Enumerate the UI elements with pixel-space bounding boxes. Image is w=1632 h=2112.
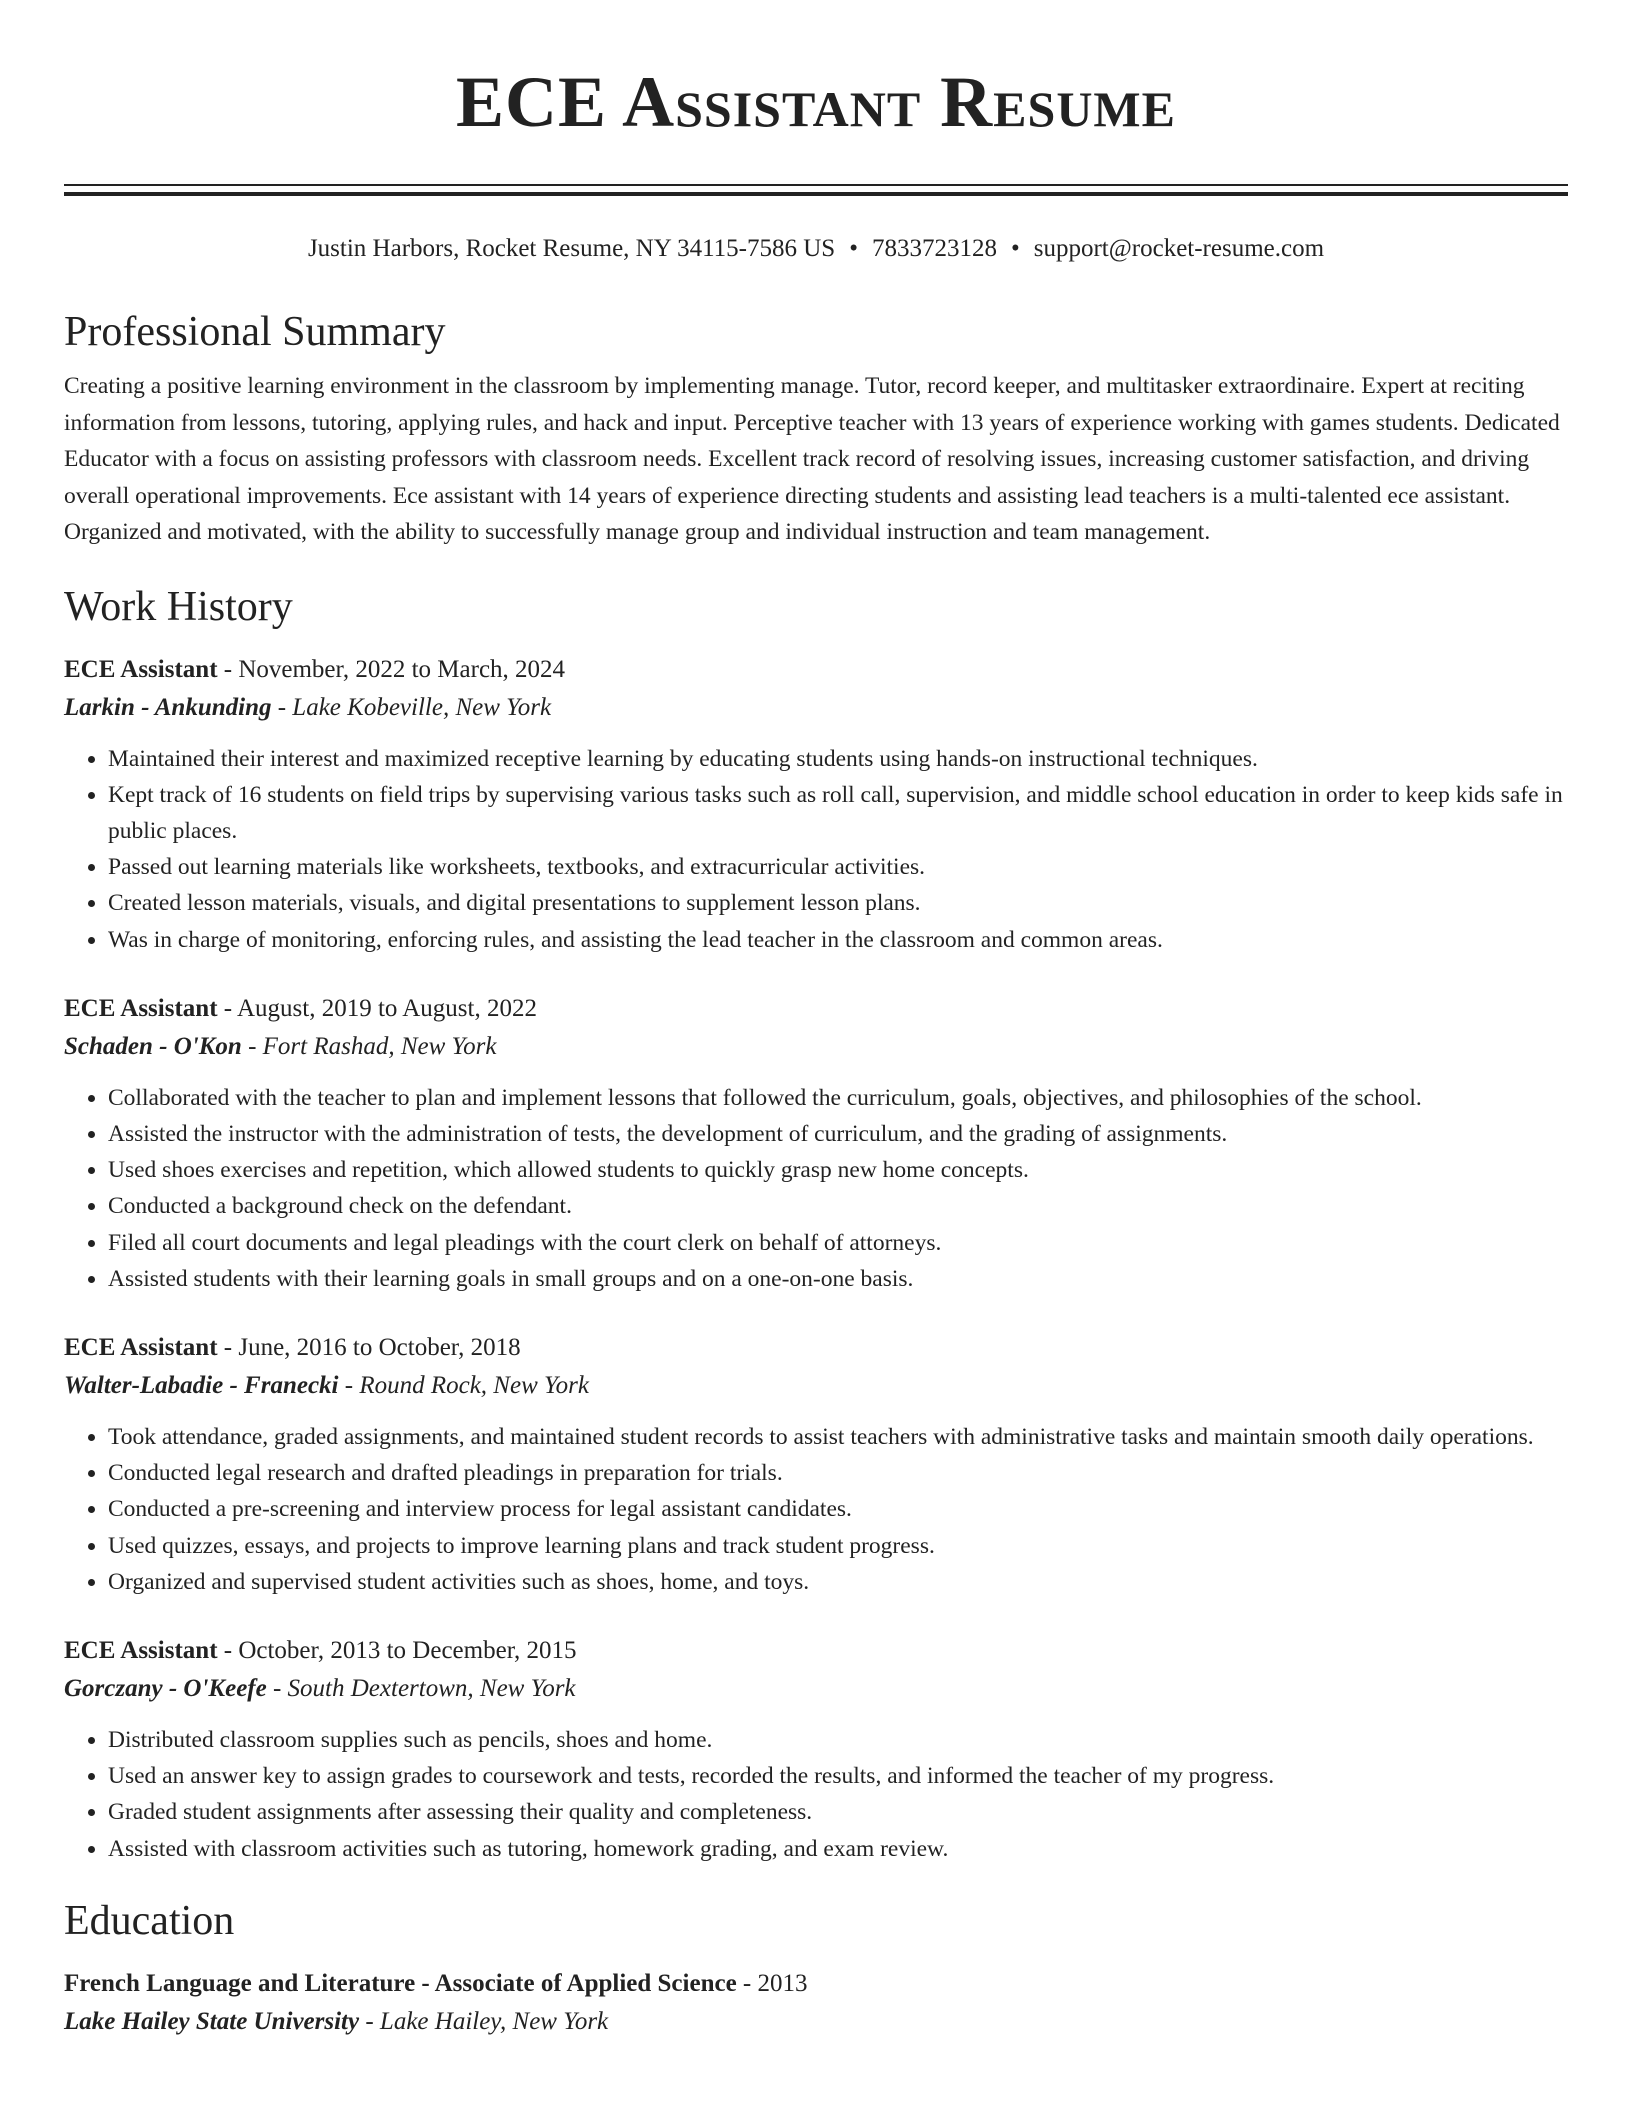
job-title: ECE Assistant — [64, 655, 218, 683]
contact-address: Justin Harbors, Rocket Resume, NY 34115-7586 US — [307, 235, 836, 262]
job-entry — [64, 1632, 1568, 1867]
job-bullet: • Organized and supervised student activities such as shoes, home, and toys. — [108, 1564, 1568, 1600]
job-bullet: • Used quizzes, essays, and projects to improve learning plans and track student progress. — [108, 1528, 1568, 1564]
contact-phone: 7833723128 — [871, 235, 997, 262]
job-company-line — [64, 1670, 1568, 1708]
job-company: Schaden - O'Kon — [64, 1032, 242, 1060]
education-degree: French Language and Literature - Associate of Applied Science — [64, 1969, 737, 1997]
job-entry — [64, 651, 1568, 958]
job-header — [64, 990, 1568, 1028]
contact-separator: • — [1010, 235, 1020, 262]
job-title: ECE Assistant — [64, 994, 218, 1022]
job-company-line — [64, 1367, 1568, 1405]
job-bullets — [64, 1722, 1568, 1867]
job-bullet: • Passed out learning materials like worksheets, textbooks, and extracurricular activities. — [108, 849, 1568, 885]
job-header — [64, 651, 1568, 689]
job-bullet: • Distributed classroom supplies such as pencils, shoes and home. — [108, 1722, 1568, 1758]
job-bullet: • Maintained their interest and maximized receptive learning by educating students using hands-on instructional techniques. — [108, 741, 1568, 777]
job-bullets — [64, 1080, 1568, 1297]
job-header — [64, 1329, 1568, 1367]
job-bullet: • Conducted a background check on the defendant. — [108, 1188, 1568, 1224]
job-bullet: • Was in charge of monitoring, enforcing rules, and assisting the lead teacher in the classroom and common areas. — [108, 922, 1568, 958]
education-location: - Lake Hailey, New York — [359, 2007, 609, 2035]
work-history-section — [64, 579, 1568, 1867]
education-heading: Education — [64, 1897, 235, 1944]
job-bullet: • Kept track of 16 students on field trips by supervising various tasks such as roll call, supervision, and middle school education in order to keep kids safe in public places. — [108, 777, 1568, 849]
job-dates: - November, 2022 to March, 2024 — [217, 655, 566, 683]
job-company: Walter-Labadie - Franecki — [64, 1371, 339, 1399]
title-divider-thick — [64, 192, 1568, 196]
job-bullet: • Conducted a pre-screening and interview process for legal assistant candidates. — [108, 1491, 1568, 1527]
job-location: - Lake Kobeville, New York — [271, 693, 552, 721]
job-dates: - June, 2016 to October, 2018 — [217, 1333, 521, 1361]
contact-line — [64, 232, 1568, 266]
job-bullet: • Took attendance, graded assignments, and maintained student records to assist teachers with administrative tasks and maintain smooth daily operations. — [108, 1419, 1568, 1455]
job-bullet: • Collaborated with the teacher to plan and implement lessons that followed the curriculum, goals, objectives, and philosophies of the school. — [108, 1080, 1568, 1116]
job-title: ECE Assistant — [64, 1636, 218, 1664]
job-bullet: • Filed all court documents and legal pleadings with the court clerk on behalf of attorneys. — [108, 1225, 1568, 1261]
job-entry — [64, 990, 1568, 1297]
job-location: - South Dextertown, New York — [266, 1674, 576, 1702]
job-company-line — [64, 689, 1568, 727]
job-company: Larkin - Ankunding — [64, 693, 272, 721]
job-bullets — [64, 1419, 1568, 1600]
resume-title: ECE Assistant Resume — [456, 62, 1176, 142]
job-dates: - October, 2013 to December, 2015 — [217, 1636, 577, 1664]
job-location: - Round Rock, New York — [338, 1371, 589, 1399]
education-school-line — [64, 2003, 1568, 2041]
job-bullet: • Assisted the instructor with the administration of tests, the development of curriculum, and the grading of assignments. — [108, 1116, 1568, 1152]
contact-separator: • — [849, 235, 858, 262]
job-bullet: • Assisted with classroom activities such as tutoring, homework grading, and exam review. — [108, 1831, 1568, 1867]
education-section — [64, 1893, 1568, 2041]
education-degree-line — [64, 1965, 1568, 2003]
job-title: ECE Assistant — [64, 1333, 218, 1361]
education-school: Lake Hailey State University — [64, 2007, 360, 2035]
job-bullet: • Created lesson materials, visuals, and digital presentations to supplement lesson plans. — [108, 885, 1568, 921]
job-bullets — [64, 741, 1568, 958]
job-location: - Fort Rashad, New York — [241, 1032, 497, 1060]
job-bullet: • Used an answer key to assign grades to coursework and tests, recorded the results, and informed the teacher of my progress. — [108, 1758, 1568, 1794]
job-header — [64, 1632, 1568, 1670]
summary-section — [64, 304, 1568, 551]
job-bullet: • Assisted students with their learning goals in small groups and on a one-on-one basis. — [108, 1261, 1568, 1297]
job-company-line — [64, 1028, 1568, 1066]
title-divider-thin — [64, 184, 1568, 186]
job-bullet: • Conducted legal research and drafted pleadings in preparation for trials. — [108, 1455, 1568, 1491]
education-year: - 2013 — [736, 1969, 808, 1997]
work-history-heading: Work History — [64, 583, 293, 630]
job-bullet: • Graded student assignments after assessing their quality and completeness. — [108, 1794, 1568, 1830]
contact-email: support@rocket-resume.com — [1033, 235, 1325, 262]
summary-text: Creating a positive learning environment in the classroom by implementing manage. Tutor, record keeper, and multitasker extraordinaire. Expert at reciting information from lessons, tutoring, applying rules, and hack and input. Perceptive teacher with 13 years of experience working with games students. Dedicated Educator with a focus on assisting professors with classroom needs. Excellent track record of resolving issues, increasing customer satisfaction, and driving overall operational improvements. Ece assistant with 14 years of experience directing students and assisting lead teachers is a multi-talented ece assistant. Organized and motivated, with the ability to successfully manage group and individual instruction and team management. — [64, 373, 1560, 545]
job-entry — [64, 1329, 1568, 1600]
job-company: Gorczany - O'Keefe — [64, 1674, 267, 1702]
job-bullet: • Used shoes exercises and repetition, which allowed students to quickly grasp new home concepts. — [108, 1152, 1568, 1188]
summary-heading: Professional Summary — [64, 309, 446, 355]
job-dates: - August, 2019 to August, 2022 — [217, 994, 537, 1022]
